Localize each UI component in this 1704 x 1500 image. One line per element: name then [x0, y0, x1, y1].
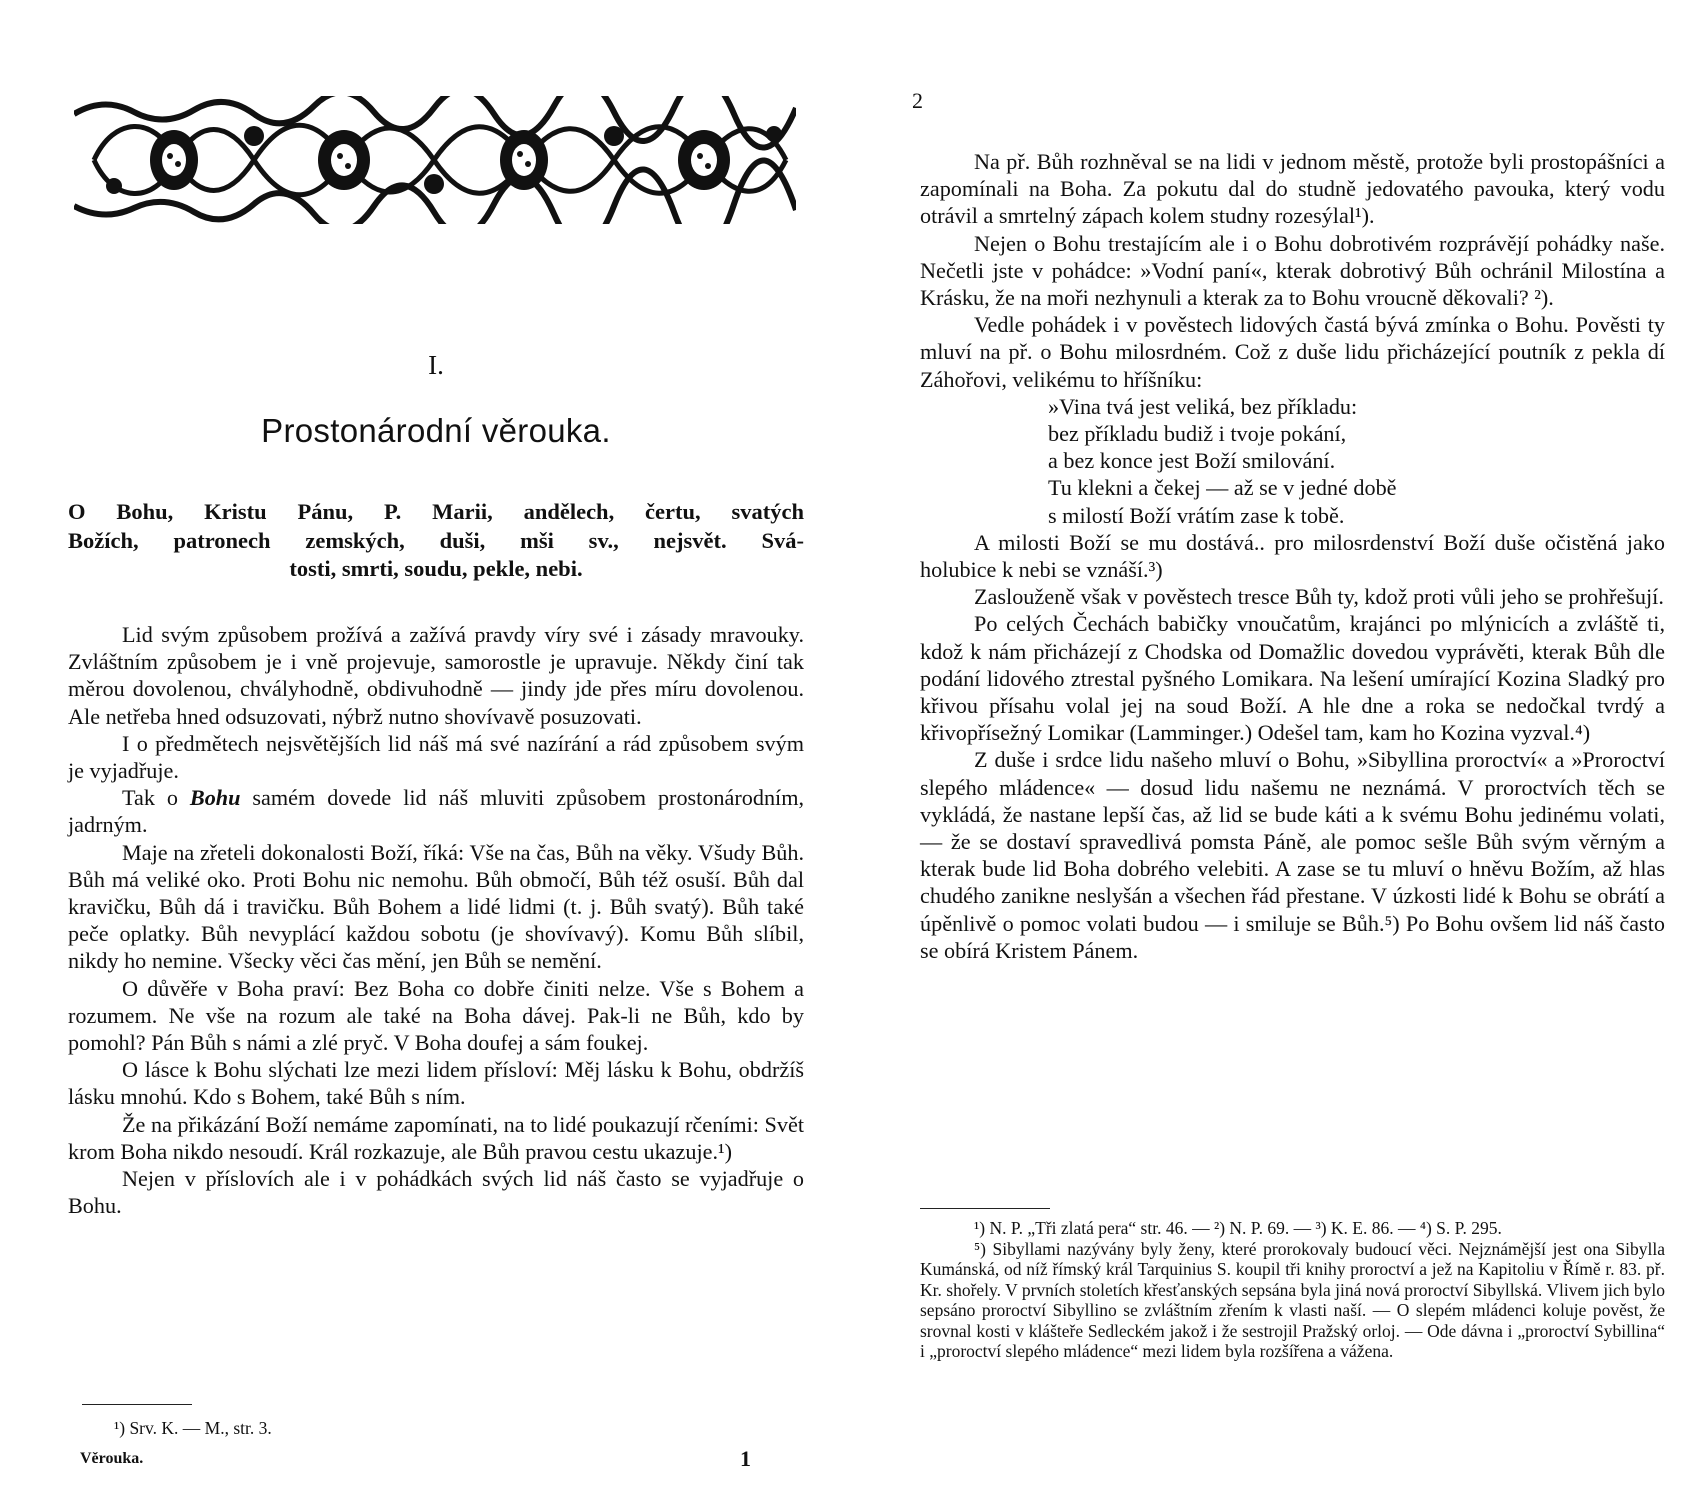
verse-block	[1048, 393, 1665, 529]
subtitle-line: tosti, smrti, soudu, pekle, nebi.	[289, 556, 583, 581]
paragraph: A milosti Boží se mu dostává.. pro milosrdenství Boží duše očistěná jako holubice k nebi se vznáší.³)	[920, 529, 1665, 583]
paragraph: Z duše i srdce lidu našeho mluví o Bohu, »Sibyllina proroctví« a »Proroctví slepého mládence« — dosud lidu našemu ne neznámá. V proroctvích těch se vykládá, že nastane lepší čas, až lid se bude káti a k svému Bohu jedinému volati, — že se dostaví spravedlivá pomsta Páně, ale pomoc sešle Bůh svým věrným a kterak bude lid Boha dobrého velebiti. A zase se tu mluví o hněvu Božím, až hlas chudého zanikne neslyšán a všechen řád přestane. V úzkosti lidé k Bohu se obrátí a úpěnlivě o pomoc volati budou — i smiluje se Bůh.⁵) Po Bohu ovšem lid náš často se obírá Kristem Pánem.	[920, 747, 1665, 963]
paragraph: Vedle pohádek i v pověstech lidových častá bývá zmínka o Bohu. Pověsti ty mluví na př. o Bohu milosrdném. Což z duše lidu přicházející poutník z pekla dí Záhořovi, velikému to hříšníku:	[920, 312, 1665, 392]
verse-line: Tu klekni a čekej — až se v jedné době	[1048, 475, 1397, 501]
emphasis-bohu: Bohu	[189, 785, 241, 811]
paragraph: Zaslouženě však v pověstech tresce Bůh ty, kdož proti vůli jeho se prohřešují.	[974, 584, 1664, 610]
paragraph: Maje na zřeteli dokonalosti Boží, říká: Vše na čas, Bůh na věky. Všudy Bůh. Bůh má veliké oko. Proti Bohu nic nemohu. Bůh območí, Bůh též osuší. Bůh dal kravičku, Bůh dá i travičku. Bůh Bohem a lidé lidmi (t. j. Bůh svatý). Bůh také peče oplatky. Bůh nevyplácí každou sobotu (je shovívavý). Komu Bůh slíbil, nikdy ho nemine. Všecky věci čas mění, jen Bůh se nemění.	[68, 839, 804, 974]
right-body-text	[920, 148, 1665, 964]
verse-line: s milostí Boží vrátím zase k tobě.	[1048, 502, 1345, 528]
signature-mark: Věrouka.	[80, 1450, 144, 1467]
verse-line: bez příkladu budiž i tvoje pokání,	[1048, 421, 1347, 447]
left-page	[68, 0, 804, 1500]
left-body-text	[68, 621, 804, 1219]
footnote	[114, 1418, 794, 1439]
footnote-rule	[82, 1404, 192, 1405]
paragraph: Po celých Čechách babičky vnoučatům, krajánci po mlýnicích a zvláště ti, kdož k nám přicházejí z Chodska od Domažlic dovedou vyprávěti, kterak Bůh dle podání lidového ztrestal pyšného Lomikara. Na lešení umírající Kozina Sladký pro křivou přísahu volal jej na soud Boží. A hle dne a roka se nedočkal tvrdý a křivopřísežný Lomikar (Lamminger.) Odešel tam, kam ho Kozina vyzval.⁴)	[920, 611, 1665, 746]
right-page	[912, 0, 1665, 1500]
footnote-text: ¹) N. P. „Tři zlatá pera“ str. 46. — ²) N. P. 69. — ³) K. E. 86. — ⁴) S. P. 295.	[974, 1218, 1502, 1238]
verse-line: a bez konce jest Boží smilování.	[1048, 448, 1336, 474]
footnote-text: ¹) Srv. K. — M., str. 3.	[114, 1418, 272, 1438]
paragraph: Nejen v příslovích ale i v pohádkách svých lid náš často se vyjadřuje o Bohu.	[68, 1166, 804, 1219]
page-number: 1	[740, 1446, 751, 1471]
chapter-subtitle	[68, 498, 804, 584]
subtitle-line: O Bohu, Kristu Pánu, P. Marii, andělech, čertu, svatých	[68, 499, 804, 524]
floral-ornament-icon	[74, 96, 796, 224]
verse-line: »Vina tvá jest veliká, bez příkladu:	[1048, 393, 1358, 419]
paragraph: I o předmětech nejsvětějších lid náš má své nazírání a rád způsobem svým je vyjadřuje.	[68, 730, 804, 784]
chapter-title: Prostonárodní věrouka.	[261, 412, 611, 449]
paragraph-rest: samém dovede lid náš mluviti způsobem prostonárodním, jadrným.	[68, 785, 805, 838]
paragraph: Že na přikázání Boží nemáme zapomínati, na to lidé poukazují rčeními: Svět krom Boha nikdo nesoudí. Král rozkazuje, ale Bůh pravou cestu ukazuje.¹)	[68, 1111, 804, 1164]
subtitle-line: Božích, patronech zemských, duši, mši sv., nejsvět. Svá-	[68, 527, 804, 553]
footnotes	[920, 1218, 1665, 1362]
paragraph: Nejen o Bohu trestajícím ale i o Bohu dobrotivém rozprávějí pohádky naše. Nečetli jste v pohádce: »Vodní paní«, kterak dobrotivý Bůh ochránil Milostína a Krásku, že na moři nezhynuli a kterak za to Bohu vroucně děkovali? ²).	[920, 230, 1665, 311]
paragraph: O důvěře v Boha praví: Bez Boha co dobře činiti nelze. Vše s Bohem a rozumem. Ne vše na rozum ale také na Boha dávej. Pak-li ne Bůh, kdo by pomohl? Pán Bůh s námi a zlé pryč. V Boha doufej a sám foukej.	[68, 975, 804, 1056]
footnote-text: ⁵) Sibyllami nazývány byly ženy, které prorokovaly budoucí věci. Nejznámější jest ona Sibylla Kumánská, od níž římský král Tarquinius S. koupil tři knihy proroctví a jež na Kapitoliu v Římě r. 83. př. Kr. shořely. V prvních stoletích křesťanských sepsána byla jiná nová proroctví Sibyllská. Vlivem jich bylo sepsáno proroctví Sibyllino se zvláštním zřením k vlasti naší. — O slepém mládenci koluje pověst, že srovnal kosti v klášteře Sedleckém jakož i že sestrojil Pražský orloj. — Ode dávna i „proroctví Sybillina“ i „proroctví slepého mládence“ mezi lidem byla rozšířena a vážena.	[920, 1238, 1665, 1361]
paragraph	[68, 784, 804, 838]
paragraph: Lid svým způsobem prožívá a zažívá pravdy víry své i zásady mravouky. Zvláštním způsobem je i vně projevuje, samorostle je upravuje. Někdy činí tak měrou dovolenou, chvályhodně, obdivuhodně — jindy jde přes míru dovolenou. Ale netřeba hned odsuzovati, nýbrž nutno shovívavě posuzovati.	[68, 622, 804, 729]
footnote-rule	[920, 1208, 1050, 1209]
chapter-number: I.	[428, 350, 444, 380]
paragraph: O lásce k Bohu slýchati lze mezi lidem přísloví: Měj lásku k Bohu, obdržíš lásku mnohú. Kdo s Bohem, také Bůh s ním.	[68, 1057, 804, 1110]
paragraph-lead: Tak o	[122, 785, 178, 811]
paragraph: Na př. Bůh rozhněval se na lidi v jednom městě, protože byli prostopášníci a zapomínali na Boha. Za pokutu dal do studně jedovatého pavouka, který vodu otrávil a smrtelný zápach kolem studny rozesýlal¹).	[920, 149, 1665, 229]
page-number: 2	[912, 88, 923, 113]
